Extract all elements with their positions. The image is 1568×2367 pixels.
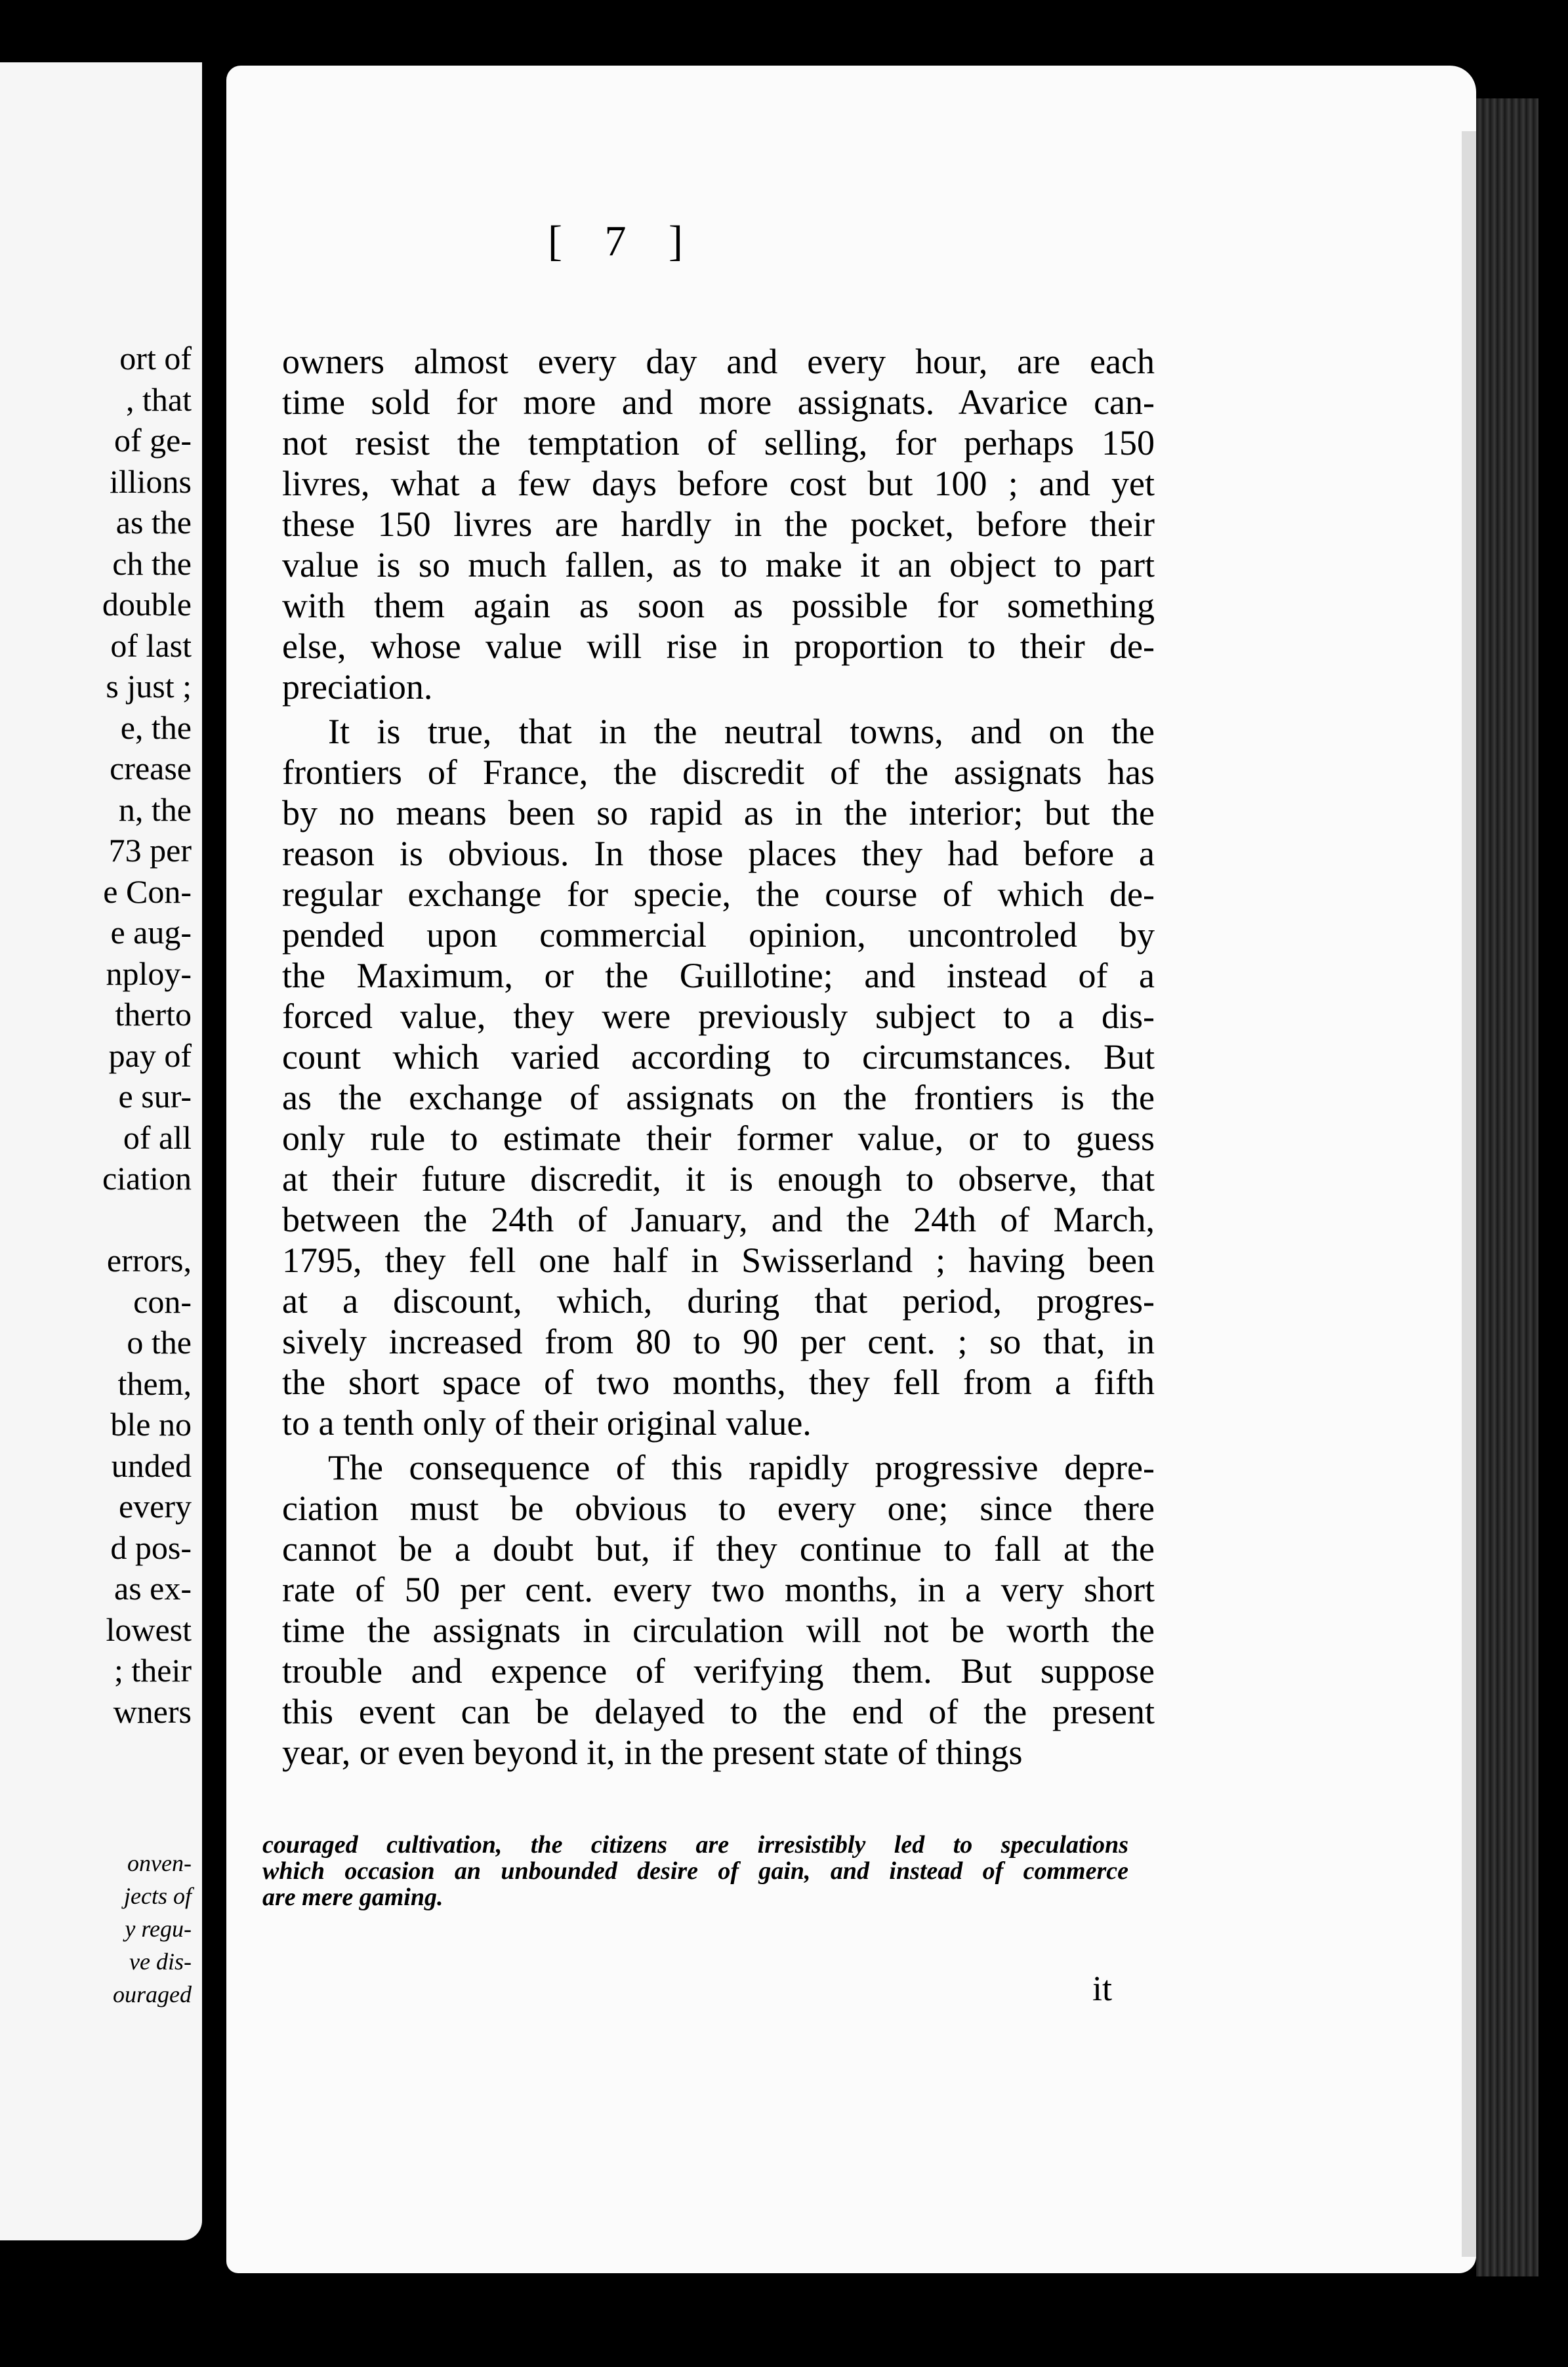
previous-page-line: ; their <box>113 1652 192 1689</box>
previous-page-note-line: ve dis- <box>129 1948 192 1975</box>
catchword: it <box>1092 1969 1113 2008</box>
previous-page-line: errors, <box>106 1242 192 1279</box>
page-block-edge <box>1476 98 1538 2276</box>
previous-page-line: crease <box>110 750 192 787</box>
previous-page-line: s just ; <box>106 668 192 705</box>
previous-page-line: as ex- <box>114 1570 192 1607</box>
previous-page-line: 73 per <box>108 832 192 869</box>
text-line: The consequence of this rapidly progressive depre- <box>328 1448 1155 1487</box>
previous-page-line: illions <box>109 463 192 500</box>
previous-page-note-line: ouraged <box>113 1981 192 2007</box>
previous-page-note-line: jects of <box>124 1883 192 1909</box>
text-line: livres, what a few days before cost but 100 ; and yet <box>282 464 1155 503</box>
text-line: the Maximum, or the Guillotine; and instead of a <box>282 956 1155 995</box>
text-line: not resist the temptation of selling, for perhaps 150 <box>282 423 1155 463</box>
text-line: the short space of two months, they fell from a fifth <box>282 1363 1155 1402</box>
previous-page-line: pay of <box>108 1037 192 1074</box>
previous-page <box>0 62 202 2240</box>
previous-page-line: e, the <box>120 709 192 746</box>
previous-page-line: con- <box>133 1283 192 1320</box>
previous-page-note-line: y regu- <box>125 1916 192 1942</box>
text-line: preciation. <box>282 667 433 707</box>
previous-page-line: e sur- <box>118 1078 192 1115</box>
text-line: ciation must be obvious to every one; since there <box>282 1489 1155 1528</box>
previous-page-line: o the <box>127 1324 192 1361</box>
previous-page-note-line: onven- <box>127 1850 192 1876</box>
page-number-header: [ 7 ] <box>548 217 699 265</box>
text-line: year, or even beyond it, in the present state of things <box>282 1733 1023 1772</box>
previous-page-line: as the <box>115 504 192 541</box>
previous-page-line: double <box>102 586 192 623</box>
previous-page-line: wners <box>113 1693 192 1730</box>
previous-page-line: ort of <box>119 340 192 377</box>
previous-page-line: of ge- <box>114 422 192 459</box>
previous-page-line: them, <box>117 1365 192 1402</box>
text-line: reason is obvious. In those places they had before a <box>282 834 1155 873</box>
previous-page-line: lowest <box>106 1611 192 1648</box>
text-line: only rule to estimate their former value, or to guess <box>282 1119 1155 1158</box>
previous-page-line: , that <box>126 381 192 418</box>
previous-page-line: therto <box>115 996 192 1033</box>
footnote <box>262 1832 1128 1910</box>
text-line: 1795, they fell one half in Swisserland ; having been <box>282 1241 1155 1280</box>
text-line: at a discount, which, during that period, progres- <box>282 1281 1155 1321</box>
text-line: value is so much fallen, as to make it an object to part <box>282 545 1155 585</box>
previous-page-line: every <box>118 1488 192 1525</box>
page-edge-light <box>1462 131 1477 2257</box>
previous-page-line: nploy- <box>106 955 192 992</box>
previous-page-line: e aug- <box>110 914 192 951</box>
previous-page-line: of all <box>123 1119 192 1156</box>
text-line: cannot be a doubt but, if they continue to fall at the <box>282 1529 1155 1569</box>
text-line: It is true, that in the neutral towns, and on the <box>328 712 1155 751</box>
text-line: forced value, they were previously subject to a dis- <box>282 997 1155 1036</box>
previous-page-line <box>0 1199 192 1241</box>
previous-page-line: e Con- <box>103 873 192 910</box>
footnote-line: are mere gaming. <box>262 1883 444 1911</box>
previous-page-line: d pos- <box>110 1529 192 1566</box>
text-line: owners almost every day and every hour, are each <box>282 342 1155 381</box>
footnote-line: which occasion an unbounded desire of gain, and instead of commerce <box>262 1857 1128 1885</box>
text-line: else, whose value will rise in proportion to their de- <box>282 627 1155 666</box>
text-line: count which varied according to circumstances. But <box>282 1037 1155 1077</box>
text-line: to a tenth only of their original value. <box>282 1403 812 1443</box>
previous-page-text <box>0 338 192 1732</box>
previous-page-line: ble no <box>110 1406 192 1443</box>
text-line: by no means been so rapid as in the interior; but the <box>282 793 1155 833</box>
text-line: regular exchange for specie, the course of which de- <box>282 875 1155 914</box>
text-line: time the assignats in circulation will not be worth the <box>282 1611 1155 1650</box>
text-line: this event can be delayed to the end of the present <box>282 1692 1155 1731</box>
previous-page-line: of last <box>110 627 192 664</box>
previous-page-line: unded <box>111 1447 192 1484</box>
text-line: these 150 livres are hardly in the pocket, before their <box>282 504 1155 544</box>
text-line: frontiers of France, the discredit of the assignats has <box>282 752 1155 792</box>
text-line: pended upon commercial opinion, uncontroled by <box>282 915 1155 955</box>
text-line: as the exchange of assignats on the frontiers is the <box>282 1078 1155 1117</box>
previous-page-line: ciation <box>102 1160 192 1197</box>
text-line: between the 24th of January, and the 24th of March, <box>282 1200 1155 1239</box>
previous-page-line: n, the <box>118 791 192 828</box>
footnote-line: couraged cultivation, the citizens are irresistibly led to speculations <box>262 1831 1128 1859</box>
text-line: trouble and expence of verifying them. But suppose <box>282 1651 1155 1691</box>
previous-page-line: ch the <box>112 545 192 582</box>
text-line: with them again as soon as possible for something <box>282 586 1155 625</box>
text-line: at their future discredit, it is enough to observe, that <box>282 1159 1155 1199</box>
text-line: rate of 50 per cent. every two months, in a very short <box>282 1570 1155 1609</box>
text-line: time sold for more and more assignats. Avarice can- <box>282 382 1155 422</box>
text-line: sively increased from 80 to 90 per cent. ; so that, in <box>282 1322 1155 1361</box>
previous-page-footnote <box>0 1847 192 2011</box>
body-text <box>282 341 1155 1777</box>
